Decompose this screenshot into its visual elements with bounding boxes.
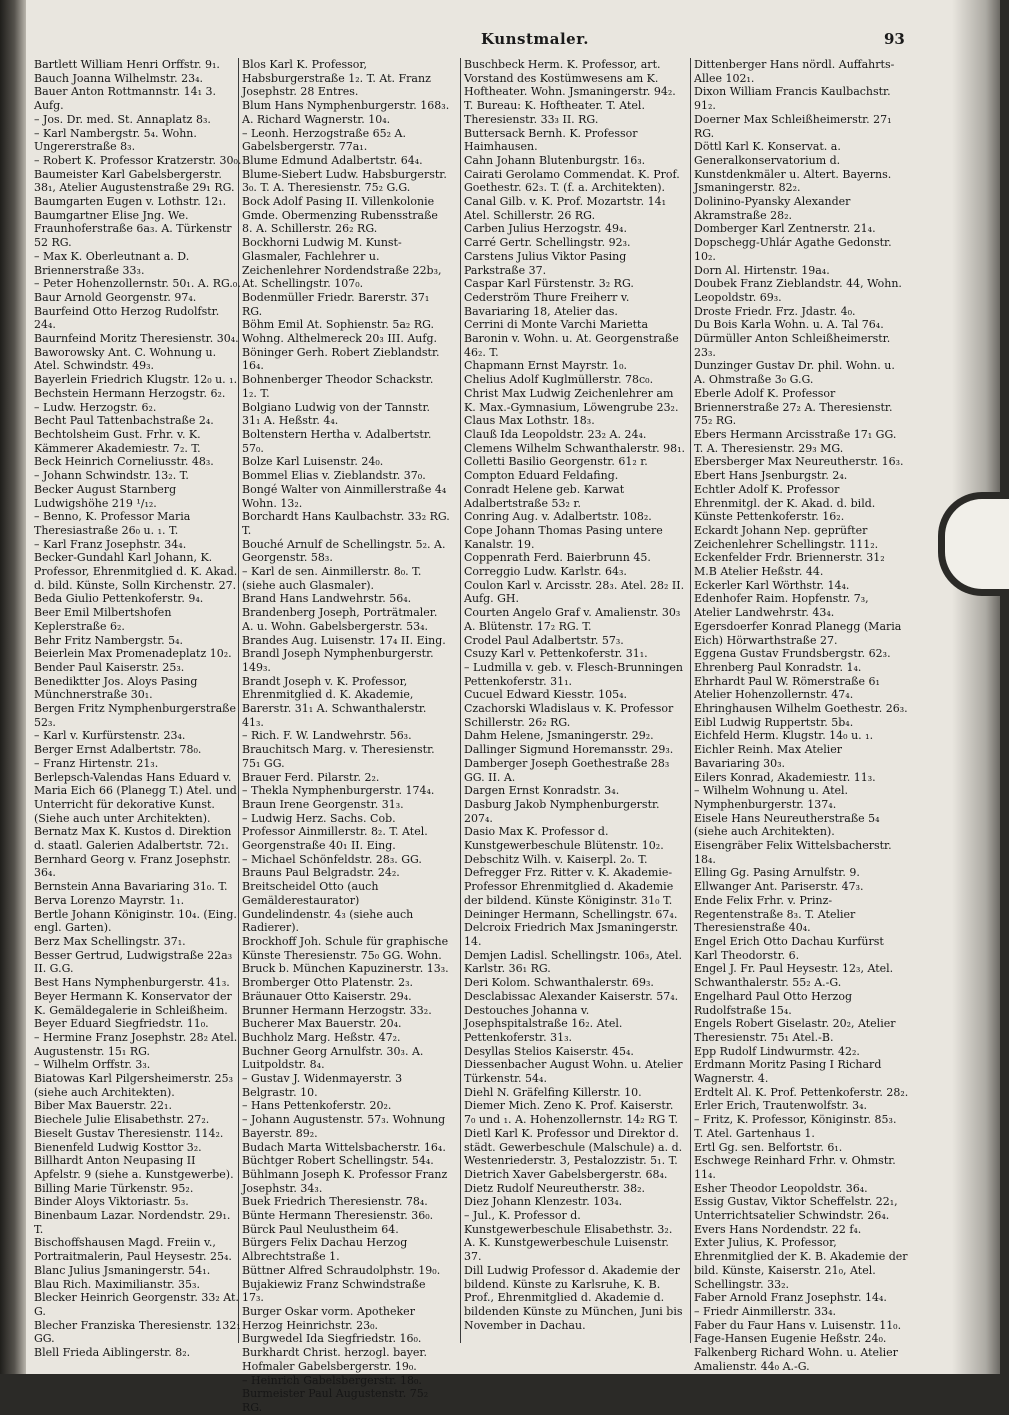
directory-entry: Fage-Hansen Eugenie Heßstr. 24₀. bbox=[694, 1332, 887, 1346]
directory-entry: – Karl de sen. Ainmillerstr. 8₀. T. (siehe auch Glasmaler). bbox=[242, 565, 422, 592]
directory-entry: Bünte Hermann Theresienstr. 36₀. bbox=[242, 1209, 434, 1223]
directory-entry: Buek Friedrich Theresienstr. 78₄. bbox=[242, 1195, 428, 1209]
directory-entry: Eibl Ludwig Ruppertstr. 5b₄. bbox=[694, 715, 854, 729]
directory-entry: Biatowas Karl Pilgersheimerstr. 25₃ (siehe auch Architekten). bbox=[34, 1072, 234, 1099]
directory-entry: Coulon Karl v. Arcisstr. 28₃. Atel. 28₂ II. Aufg. GH. bbox=[464, 578, 685, 606]
directory-entry: Beyer Eduard Siegfriedstr. 11₀. bbox=[34, 1017, 209, 1031]
directory-entry: Billing Marie Türkenstr. 95₂. bbox=[34, 1181, 194, 1195]
directory-entry: – Ludwig Herz. Sachs. Cob. Professor Ainmillerstr. 8₂. T. Atel. Georgenstraße 40₁ II. Eing. bbox=[242, 811, 428, 853]
directory-entry: Bühlmann Joseph K. Professor Franz Josephstr. 34₃. bbox=[242, 1167, 448, 1195]
directory-entry: Erler Erich, Trautenwolfstr. 3₄. bbox=[694, 1099, 868, 1113]
directory-entry: – Karl Franz Josephstr. 34₄. bbox=[34, 537, 187, 551]
directory-entry: Bernhard Georg v. Franz Josephstr. 36₄. bbox=[34, 852, 231, 880]
directory-entry: Büttner Alfred Schraudolphstr. 19₀. bbox=[242, 1263, 441, 1277]
page-edge-shadow bbox=[952, 0, 1000, 1374]
directory-entry: Canal Gilb. v. K. Prof. Mozartstr. 14₁ Atel. Schillerstr. 26 RG. bbox=[464, 195, 666, 222]
directory-entry: Crodel Paul Adalbertstr. 57₃. bbox=[464, 633, 624, 647]
directory-entry: – Hans Pettenkoferstr. 20₂. bbox=[242, 1099, 392, 1113]
directory-entry: Bürck Paul Neulustheim 64. bbox=[242, 1222, 399, 1236]
directory-entry: Cederström Thure Freiherr v. Bavariaring 18, Atelier das. bbox=[464, 290, 630, 318]
directory-entry: Braun Irene Georgenstr. 31₃. bbox=[242, 797, 404, 811]
directory-entry: Ebersberger Max Neureutherstr. 16₃. bbox=[694, 455, 904, 469]
directory-entry: Du Bois Karla Wohn. u. A. Tal 76₄. bbox=[694, 318, 884, 332]
directory-entry: Brandes Aug. Luisenstr. 17₄ II. Eing. bbox=[242, 633, 446, 647]
directory-entry: Ehringhausen Wilhelm Goethestr. 26₃. bbox=[694, 702, 908, 716]
directory-entry: Claus Max Lothstr. 18₃. bbox=[464, 414, 595, 428]
directory-entry: Essig Gustav, Viktor Scheffelstr. 22₁, Unterrichtsatelier Schwindstr. 26₄. bbox=[694, 1195, 898, 1223]
directory-entry: Bommel Elias v. Zieblandstr. 37₀. bbox=[242, 469, 426, 483]
directory-entry: Engel Erich Otto Dachau Kurfürst Karl Theodorstr. 6. bbox=[694, 935, 884, 962]
directory-entry: Biechele Julie Elisabethstr. 27₂. bbox=[34, 1113, 210, 1127]
directory-entry: Bockhorni Ludwig M. Kunst-Glasmaler, Fachlehrer u. Zeichenlehrer Nordendstraße 22b₃, At. Schellingstr. 107₀. bbox=[242, 236, 442, 291]
directory-entry: Dopschegg-Uhlár Agathe Gedonstr. 10₂. bbox=[694, 236, 892, 263]
directory-entry: Debschitz Wilh. v. Kaiserpl. 2₀. T. bbox=[464, 852, 648, 866]
directory-entry: Becht Paul Tattenbachstraße 2₄. bbox=[34, 414, 214, 428]
directory-entry: Brandl Joseph Nymphenburgerstr. 149₃. bbox=[242, 647, 434, 674]
directory-entry: – Fritz, K. Professor, Königinstr. 85₃. T. Atel. Gartenhaus 1. bbox=[694, 1113, 897, 1140]
directory-entry: Bayerlein Friedrich Klugstr. 12₀ u. ₁. bbox=[34, 373, 238, 387]
directory-entry: Domberger Karl Zentnerstr. 21₄. bbox=[694, 222, 876, 236]
directory-entry: Doerner Max Schleißheimerstr. 27₁ RG. bbox=[694, 112, 892, 140]
directory-entry: Eilers Konrad, Akademiestr. 11₃. bbox=[694, 770, 876, 784]
directory-entry: Berz Max Schellingstr. 37₁. bbox=[34, 935, 186, 948]
directory-entry: Burger Oskar vorm. Apotheker Herzog Heinrichstr. 23₀. bbox=[242, 1304, 415, 1332]
directory-entry: Burmeister Paul Augustenstr. 75₂ RG. bbox=[242, 1387, 429, 1414]
directory-entry: Beierlein Max Promenadeplatz 10₂. bbox=[34, 647, 232, 661]
directory-entry: – Gustav J. Widenmayerstr. 3 Belgrastr. 10. bbox=[242, 1072, 403, 1099]
directory-entry: Baumgarten Eugen v. Lothstr. 12₁. bbox=[34, 195, 227, 209]
directory-entry: Ellwanger Ant. Pariserstr. 47₃. bbox=[694, 880, 864, 894]
directory-entry: Eckerler Karl Wörthstr. 14₄. bbox=[694, 578, 850, 592]
directory-entry: Exter Julius, K. Professor, Ehrenmitglied der K. B. Akademie der bild. Künste, Kaiserstr. 21₀, Atel. Schellingstr. 33₂. bbox=[694, 1236, 908, 1291]
directory-entry: Falkenberg Richard Wohn. u. Atelier Amalienstr. 44₀ A.-G. bbox=[694, 1346, 898, 1373]
directory-entry: – Ludw. Herzogstr. 6₂. bbox=[34, 400, 157, 414]
directory-entry: Engels Robert Giselastr. 20₂, Atelier Theresienstr. 75₁ Atel.-B. bbox=[694, 1017, 896, 1044]
directory-entry: Brauer Ferd. Pilarstr. 2₂. bbox=[242, 770, 380, 784]
directory-entry: Evers Hans Nordendstr. 22 f₄. bbox=[694, 1222, 862, 1236]
directory-entry: Demjen Ladisl. Schellingstr. 106₃, Atel. Karlstr. 36₁ RG. bbox=[464, 948, 683, 976]
directory-entry: Doubek Franz Zieblandstr. 44, Wohn. Leopoldstr. 69₃. bbox=[694, 277, 902, 304]
directory-entry: Dietz Rudolf Neureutherstr. 38₂. bbox=[464, 1181, 646, 1195]
directory-entry: Cope Johann Thomas Pasing untere Kanalstr. 19. bbox=[464, 523, 663, 551]
directory-entry: Bucherer Max Bauerstr. 20₄. bbox=[242, 1017, 402, 1031]
directory-entry: – Thekla Nymphenburgerstr. 174₄. bbox=[242, 784, 435, 798]
directory-entry: – Jul., K. Professor d. Kunstgewerbeschule Elisabethstr. 3₂. A. K. Kunstgewerbeschule Luisenstr. 37. bbox=[464, 1209, 673, 1264]
directory-entry: Diemer Mich. Zeno K. Prof. Kaiserstr. 7₀ und ₁. A. Hohenzollernstr. 14₂ RG T. bbox=[464, 1099, 678, 1127]
directory-entry: Epp Rudolf Lindwurmstr. 42₂. bbox=[694, 1044, 860, 1058]
directory-entry: Ebers Hermann Arcisstraße 17₁ GG. T. A. Theresienstr. 29₃ MG. bbox=[694, 427, 897, 455]
directory-entry: Buttersack Bernh. K. Professor Haimhausen. bbox=[464, 126, 638, 154]
directory-entry: Engelhard Paul Otto Herzog Rudolfstraße 15₄. bbox=[694, 989, 852, 1017]
directory-entry: Berva Lorenzo Mayrstr. 1₁. bbox=[34, 893, 185, 907]
directory-entry: Delcroix Friedrich Max Jsmaningerstr. 14. bbox=[464, 921, 679, 948]
directory-entry: Bolze Karl Luisenstr. 24₀. bbox=[242, 455, 384, 469]
directory-entry: Besser Gertrud, Ludwigstraße 22a₃ II. G.G. bbox=[34, 948, 233, 976]
directory-column-2 bbox=[242, 58, 450, 1414]
directory-entry: Esher Theodor Leopoldstr. 36₄. bbox=[694, 1181, 868, 1195]
directory-entry: Cahn Johann Blutenburgstr. 16₃. bbox=[464, 153, 646, 167]
directory-entry: Budach Marta Wittelsbacherstr. 16₄. bbox=[242, 1140, 446, 1154]
directory-entry: Dixon William Francis Kaulbachstr. 91₂. bbox=[694, 85, 891, 113]
directory-entry: Borchardt Hans Kaulbachstr. 33₂ RG. T. bbox=[242, 510, 450, 537]
directory-entry: – Johann Augustenstr. 57₃. Wohnung Bayerstr. 89₂. bbox=[242, 1113, 446, 1140]
directory-entry: – Leonh. Herzogstraße 65₂ A. Gabelsbergerstr. 77a₁. bbox=[242, 126, 406, 154]
directory-entry: Ertl Gg. sen. Belfortstr. 6₁. bbox=[694, 1140, 843, 1154]
directory-entry: Damberger Joseph Goethestraße 28₃ GG. II. A. bbox=[464, 756, 670, 784]
directory-entry: Christ Max Ludwig Zeichenlehrer am K. Max.-Gymnasium, Löwengrube 23₂. bbox=[464, 386, 679, 414]
directory-entry: Deri Kolom. Schwanthalerstr. 69₃. bbox=[464, 976, 654, 990]
directory-entry: Buchner Georg Arnulfstr. 30₃. A. Luitpoldstr. 8₄. bbox=[242, 1044, 424, 1072]
directory-entry: – Friedr Ainmillerstr. 33₄. bbox=[694, 1304, 837, 1318]
directory-entry: Dasburg Jakob Nymphenburgerstr. 207₄. bbox=[464, 797, 660, 825]
directory-entry: Beck Heinrich Corneliusstr. 48₃. bbox=[34, 455, 214, 469]
directory-entry: – Heinrich Gabelsbergerstr. 18₀. bbox=[242, 1373, 422, 1387]
directory-entry: Edenhofer Raim. Hopfenstr. 7₃, Atelier Landwehrstr. 43₄. bbox=[694, 592, 869, 620]
directory-entry: Courten Angelo Graf v. Amalienstr. 30₃ A. Blütenstr. 17₂ RG. T. bbox=[464, 606, 681, 633]
directory-entry: Dorn Al. Hirtenstr. 19a₄. bbox=[694, 263, 830, 277]
directory-entry: Boltenstern Hertha v. Adalbertstr. 57₀. bbox=[242, 427, 432, 455]
directory-entry: Colletti Basilio Georgenstr. 61₂ r. bbox=[464, 455, 648, 469]
column-rule bbox=[690, 58, 691, 1343]
directory-entry: Bergen Fritz Nymphenburgerstraße 52₃. bbox=[34, 702, 237, 729]
directory-entry: Bender Paul Kaiserstr. 25₃. bbox=[34, 660, 185, 674]
directory-entry: Diessenbacher August Wohn. u. Atelier Türkenstr. 54₄. bbox=[464, 1058, 683, 1086]
directory-entry: Blecker Heinrich Georgenstr. 33₂ At. G. bbox=[34, 1291, 239, 1318]
directory-entry: Brauns Paul Belgradstr. 24₂. bbox=[242, 866, 400, 880]
directory-entry: Eisengräber Felix Wittelsbacherstr. 18₄. bbox=[694, 839, 892, 866]
directory-entry: Becker-Gundahl Karl Johann, K. Professor, Ehrenmitglied d. K. Akad. d. bild. Künste, Solln Kirchenstr. 27. bbox=[34, 551, 238, 592]
directory-entry: – Franz Hirtenstr. 21₃. bbox=[34, 756, 159, 770]
directory-entry: Conring Aug. v. Adalbertstr. 108₂. bbox=[464, 510, 652, 524]
directory-entry: Bauer Anton Rottmannstr. 14₁ 3. Aufg. bbox=[34, 85, 217, 113]
directory-entry: Eschwege Reinhard Frhr. v. Ohmstr. 11₄. bbox=[694, 1154, 896, 1181]
directory-entry: Binenbaum Lazar. Nordendstr. 29₁. T. bbox=[34, 1209, 231, 1236]
directory-entry: Buschbeck Herm. K. Professor, art. Vorstand des Kostümwesens am K. Hoftheater. Wohn. Jsmaningerstr. 94₂. T. Bureau: K. Hoftheater. T. Atel. Theresienstr. 33₃ II. RG. bbox=[464, 58, 676, 126]
directory-entry: Bartlett William Henri Orffstr. 9₁. bbox=[34, 58, 220, 71]
directory-entry: Desclabissac Alexander Kaiserstr. 57₄. bbox=[464, 989, 679, 1003]
directory-entry: Baworowsky Ant. C. Wohnung u. Atel. Schwindstr. 49₃. bbox=[34, 345, 217, 373]
directory-entry: Dahm Helene, Jsmaningerstr. 29₂. bbox=[464, 729, 654, 743]
directory-entry: Czachorski Wladislaus v. K. Professor Schillerstr. 26₂ RG. bbox=[464, 702, 674, 729]
directory-column-1 bbox=[34, 58, 242, 1358]
directory-entry: Dürmüller Anton Schleißheimerstr. 23₃. bbox=[694, 332, 891, 359]
directory-entry: Elling Gg. Pasing Arnulfstr. 9. bbox=[694, 866, 860, 880]
directory-entry: – Peter Hohenzollernstr. 50₁. A. RG.₀. bbox=[34, 277, 241, 291]
directory-entry: Cucuel Edward Kiesstr. 105₄. bbox=[464, 688, 628, 702]
directory-entry: Bienenfeld Ludwig Kosttor 3₂. bbox=[34, 1140, 202, 1154]
directory-entry: Eggena Gustav Frundsbergstr. 62₃. bbox=[694, 647, 891, 661]
directory-entry: Csuzy Karl v. Pettenkoferstr. 31₁. bbox=[464, 647, 648, 661]
directory-entry: Blanc Julius Jsmaningerstr. 54₁. bbox=[34, 1263, 211, 1277]
directory-entry: Burgwedel Ida Siegfriedstr. 16₀. bbox=[242, 1332, 422, 1346]
directory-entry: – Jos. Dr. med. St. Annaplatz 8₃. bbox=[34, 112, 211, 126]
directory-entry: Desyllas Stelios Kaiserstr. 45₄. bbox=[464, 1044, 634, 1058]
directory-entry: Eichler Reinh. Max Atelier Bavariaring 30₃. bbox=[694, 743, 843, 770]
directory-entry: Chapmann Ernst Mayrstr. 1₀. bbox=[464, 359, 627, 373]
directory-entry: – Rich. F. W. Landwehrstr. 56₃. bbox=[242, 729, 412, 743]
directory-entry: Baumeister Karl Gabelsbergerstr. 38₁, Atelier Augustenstraße 29₁ RG. bbox=[34, 167, 235, 195]
directory-entry: Dietl Karl K. Professor und Direktor d. städt. Gewerbeschule (Malschule) a. d. Westenriederstr. 3, Pestalozzistr. 5₁. T. bbox=[464, 1126, 683, 1168]
directory-entry: Caspar Karl Fürstenstr. 3₂ RG. bbox=[464, 277, 634, 291]
directory-entry: Eckenfelder Frdr. Briennerstr. 31₂ M.B Atelier Heßstr. 44. bbox=[694, 551, 885, 579]
directory-entry: Bromberger Otto Platenstr. 2₃. bbox=[242, 976, 413, 990]
directory-entry: Döttl Karl K. Konservat. a. Generalkonservatorium d. Kunstdenkmäler u. Altert. Bayerns. Jsmaningerstr. 82₂. bbox=[694, 140, 892, 195]
directory-entry: Ehrhardt Paul W. Römerstraße 6₁ Atelier Hohenzollernstr. 47₄. bbox=[694, 674, 880, 702]
directory-entry: Cairati Gerolamo Commendat. K. Prof. Goethestr. 62₃. T. (f. a. Architekten). bbox=[464, 167, 680, 195]
directory-entry: Erdmann Moritz Pasing I Richard Wagnerstr. 4. bbox=[694, 1058, 882, 1086]
directory-entry: Clauß Ida Leopoldstr. 23₂ A. 24₄. bbox=[464, 427, 647, 441]
directory-entry: Dasio Max K. Professor d. Kunstgewerbeschule Blütenstr. 10₂. bbox=[464, 825, 664, 853]
directory-entry: Baurfeind Otto Herzog Rudolfstr. 24₄. bbox=[34, 304, 220, 332]
directory-entry: Brockhoff Joh. Schule für graphische Künste Theresienstr. 75₀ GG. Wohn. Bruck b. München Kapuzinerstr. 13₃. bbox=[242, 935, 449, 976]
directory-entry: Bernatz Max K. Kustos d. Direktion d. staatl. Galerien Adalbertstr. 72₁. bbox=[34, 825, 232, 853]
directory-entry: Blos Karl K. Professor, Habsburgerstraße 1₂. T. At. Franz Josephstr. 28 Entres. bbox=[242, 58, 431, 99]
directory-entry: Defregger Frz. Ritter v. K. Akademie-Professor Ehrenmitglied d. Akademie der bildend. Künste Königinstr. 31₀ T. bbox=[464, 866, 674, 907]
directory-entry: Destouches Johanna v. Josephspitalstraße 16₂. Atel. Pettenkoferstr. 31₃. bbox=[464, 1003, 623, 1044]
directory-entry: Billhardt Anton Neupasing II Apfelstr. 9 (siehe a. Kunstgewerbe). bbox=[34, 1154, 234, 1181]
directory-entry: – Karl v. Kurfürstenstr. 23₄. bbox=[34, 729, 186, 743]
directory-entry: Brandt Joseph v. K. Professor, Ehrenmitglied d. K. Akademie, Barerstr. 31₁ A. Schwanthalerstr. 41₃. bbox=[242, 674, 427, 729]
directory-entry: Clemens Wilhelm Schwanthalerstr. 98₁. bbox=[464, 441, 685, 455]
directory-entry: Bodenmüller Friedr. Barerstr. 37₁ RG. bbox=[242, 290, 430, 318]
directory-entry: Carré Gertr. Schellingstr. 92₃. bbox=[464, 236, 631, 250]
directory-entry: Baurnfeind Moritz Theresienstr. 30₄. bbox=[34, 332, 239, 346]
directory-entry: – Karl Nambergstr. 5₄. Wohn. Ungererstraße 8₃. bbox=[34, 126, 197, 154]
directory-entry: Burkhardt Christ. herzogl. bayer. Hofmaler Gabelsbergerstr. 19₀. bbox=[242, 1346, 427, 1373]
directory-column-4 bbox=[694, 58, 909, 1373]
book-gutter bbox=[0, 0, 26, 1374]
directory-entry: Berger Ernst Adalbertstr. 78₀. bbox=[34, 743, 202, 757]
directory-entry: Droste Friedr. Frz. Jdastr. 4₀. bbox=[694, 304, 856, 318]
binder-clip bbox=[938, 492, 1009, 596]
column-rule bbox=[460, 58, 461, 1343]
directory-entry: Blecher Franziska Theresienstr. 132₁ GG. bbox=[34, 1318, 241, 1346]
directory-entry: Bernstein Anna Bavariaring 31₀. T. bbox=[34, 880, 228, 894]
directory-entry: Egersdoerfer Konrad Planegg (Maria Eich) Hörwarthstraße 27. bbox=[694, 619, 902, 647]
directory-entry: Berlepsch-Valendas Hans Eduard v. Maria Eich 66 (Planegg T.) Atel. und Unterricht für dekorative Kunst. (Siehe auch unter Architekten). bbox=[34, 770, 237, 825]
directory-entry: Carstens Julius Viktor Pasing Parkstraße 37. bbox=[464, 249, 627, 277]
directory-entry: – Max K. Oberleutnant a. D. Briennerstraße 33₃. bbox=[34, 249, 190, 277]
directory-entry: – Wilhelm Orffstr. 3₃. bbox=[34, 1058, 151, 1072]
directory-entry: Becker August Starnberg Ludwigshöhe 219 ¹/₁₂. bbox=[34, 482, 177, 510]
directory-entry: Dargen Ernst Konradstr. 3₄. bbox=[464, 784, 620, 798]
directory-entry: Compton Eduard Feldafing. bbox=[464, 469, 619, 483]
directory-entry: Buchholz Marg. Heßstr. 47₂. bbox=[242, 1030, 401, 1044]
directory-entry: Ebert Hans Jsenburgstr. 2₄. bbox=[694, 469, 848, 483]
directory-entry: Faber Arnold Franz Josephstr. 14₄. bbox=[694, 1291, 887, 1305]
directory-entry: Binder Aloys Viktoriastr. 5₃. bbox=[34, 1195, 189, 1209]
directory-entry: – Johann Schwindstr. 13₂. T. bbox=[34, 469, 189, 483]
directory-entry: Bechtolsheim Gust. Frhr. v. K. Kämmerer Akademiestr. 7₂. T. bbox=[34, 427, 201, 455]
directory-entry: Bauch Joanna Wilhelmstr. 23₄. bbox=[34, 71, 203, 85]
directory-entry: – Robert K. Professor Kratzerstr. 30₀. bbox=[34, 153, 242, 167]
directory-entry: Breitscheidel Otto (auch Gemälderestaurator) Gundelindenstr. 4₃ (siehe auch Radierer). bbox=[242, 880, 414, 935]
directory-entry: – Michael Schönfeldstr. 28₃. GG. bbox=[242, 852, 422, 866]
directory-entry: Baur Arnold Georgenstr. 97₄. bbox=[34, 290, 197, 304]
directory-entry: Best Hans Nymphenburgerstr. 41₃. bbox=[34, 976, 230, 990]
directory-entry: Cerrini di Monte Varchi Marietta Baronin v. Wohn. u. At. Georgenstraße 46₂. T. bbox=[464, 318, 679, 359]
directory-entry: – Benno, K. Professor Maria Theresiastraße 26₀ u. ₁. T. bbox=[34, 510, 191, 537]
directory-entry: Beyer Hermann K. Konservator der K. Gemäldegalerie in Schleißheim. bbox=[34, 989, 232, 1017]
directory-entry: Benediktter Jos. Aloys Pasing Münchnerstraße 30₁. bbox=[34, 674, 198, 702]
directory-entry: – Hermine Franz Josephstr. 28₂ Atel. Augustenstr. 15₁ RG. bbox=[34, 1030, 238, 1058]
directory-entry: Bürgers Felix Dachau Herzog Albrechtstraße 1. bbox=[242, 1236, 408, 1264]
running-header: Kunstmaler. bbox=[481, 30, 589, 48]
directory-entry: Conradt Helene geb. Karwat Adalbertstraße 53₂ r. bbox=[464, 482, 625, 510]
directory-entry: Bieselt Gustav Theresienstr. 114₂. bbox=[34, 1126, 224, 1140]
directory-entry: Beda Giulio Pettenkoferstr. 9₄. bbox=[34, 592, 204, 606]
directory-entry: Blell Frieda Aiblingerstr. 8₂. bbox=[34, 1346, 191, 1360]
directory-entry: Brand Hans Landwehrstr. 56₄. bbox=[242, 592, 412, 606]
directory-entry: Dolinino-Pyansky Alexander Akramstraße 28₂. bbox=[694, 195, 851, 222]
directory-column-3 bbox=[464, 58, 686, 1358]
directory-entry: Biber Max Bauerstr. 22₁. bbox=[34, 1099, 172, 1113]
directory-entry: Bock Adolf Pasing II. Villenkolonie Gmde. Obermenzing Rubensstraße 8. A. Schillerstr. 26₂ RG. bbox=[242, 195, 438, 236]
directory-entry: Ehrenberg Paul Konradstr. 1₄. bbox=[694, 660, 862, 674]
directory-entry: Bouché Arnulf de Schellingstr. 5₂. A. Georgenstr. 58₃. bbox=[242, 537, 446, 565]
directory-entry: Correggio Ludw. Karlstr. 64₃. bbox=[464, 565, 627, 579]
directory-entry: Böhm Emil At. Sophienstr. 5a₂ RG. Wohng. Althelmereck 20₃ III. Aufg. bbox=[242, 318, 437, 346]
directory-entry: Eckardt Johann Nep. geprüfter Zeichenlehrer Schellingstr. 111₂. bbox=[694, 523, 879, 551]
directory-entry: Bolgiano Ludwig von der Tannstr. 31₁ A. Heßstr. 4₄. bbox=[242, 400, 430, 428]
directory-entry: Behr Fritz Nambergstr. 5₄. bbox=[34, 633, 184, 647]
directory-entry: Bertle Johann Königinstr. 10₄. (Eing. engl. Garten). bbox=[34, 907, 237, 935]
directory-entry: Bräunauer Otto Kaiserstr. 29₄. bbox=[242, 989, 412, 1003]
directory-entry: Bischoffshausen Magd. Freiin v., Portraitmalerin, Paul Heysestr. 25₄. bbox=[34, 1236, 232, 1264]
directory-entry: – Wilhelm Wohnung u. Atel. Nymphenburgerstr. 137₄. bbox=[694, 784, 849, 811]
directory-entry: Blume Edmund Adalbertstr. 64₄. bbox=[242, 153, 423, 167]
directory-entry: Böninger Gerh. Robert Zieblandstr. 16₄. bbox=[242, 345, 440, 373]
directory-entry: Dittenberger Hans nördl. Auffahrts-Allee 102₁. bbox=[694, 58, 895, 85]
directory-entry: Dunzinger Gustav Dr. phil. Wohn. u. A. Ohmstraße 3₀ G.G. bbox=[694, 359, 895, 387]
directory-entry: Brauchitsch Marg. v. Theresienstr. 75₁ GG. bbox=[242, 743, 435, 770]
directory-entry: Brandenberg Joseph, Porträtmaler. A. u. Wohn. Gabelsbergerstr. 53₄. bbox=[242, 606, 438, 633]
directory-entry: Dallinger Sigmund Horemansstr. 29₃. bbox=[464, 743, 674, 757]
directory-entry: Eichfeld Herm. Klugstr. 14₀ u. ₁. bbox=[694, 729, 874, 743]
directory-entry: Engel J. Fr. Paul Heysestr. 12₃, Atel. Schwanthalerstr. 55₂ A.-G. bbox=[694, 962, 894, 990]
directory-entry: Ende Felix Frhr. v. Prinz-Regentenstraße 8₃. T. Atelier Theresienstraße 40₄. bbox=[694, 893, 856, 935]
directory-entry: Echtler Adolf K. Professor Ehrenmitgl. der K. Akad. d. bild. Künste Pettenkoferstr. 16₂. bbox=[694, 482, 876, 524]
directory-entry: Eisele Hans Neureutherstraße 5₄ (siehe auch Architekten). bbox=[694, 811, 880, 839]
directory-entry: Beer Emil Milbertshofen Keplerstraße 6₂. bbox=[34, 606, 172, 633]
directory-entry: Carben Julius Herzogstr. 49₄. bbox=[464, 222, 627, 236]
directory-entry: Bongé Walter von Ainmillerstraße 4₄ Wohn. 13₂. bbox=[242, 482, 447, 510]
directory-entry: Dietrich Xaver Gabelsbergerstr. 68₄. bbox=[464, 1167, 668, 1181]
directory-entry: Bohnenberger Theodor Schackstr. 1₂. T. bbox=[242, 373, 434, 400]
directory-entry: Blum Hans Nymphenburgerstr. 168₃. A. Richard Wagnerstr. 10₄. bbox=[242, 99, 450, 126]
directory-entry: Bechstein Hermann Herzogstr. 6₂. bbox=[34, 386, 226, 400]
page-number: 93 bbox=[884, 30, 905, 48]
directory-entry: Büchtger Robert Schellingstr. 54₄. bbox=[242, 1154, 434, 1168]
directory-entry: Chelius Adolf Kuglmüllerstr. 78c₀. bbox=[464, 373, 654, 387]
directory-entry: Deininger Hermann, Schellingstr. 67₄. bbox=[464, 907, 678, 921]
directory-entry: Dill Ludwig Professor d. Akademie der bildend. Künste zu Karlsruhe, K. B. Prof., Ehrenmitglied d. Akademie d. bildenden Künste zu München, Juni bis November in Dachau. bbox=[464, 1263, 683, 1332]
directory-entry: Baumgartner Elise Jng. We. Fraunhoferstraße 6a₃. A. Türkenstr 52 RG. bbox=[34, 208, 232, 250]
directory-entry: Diez Johann Klenzestr. 103₄. bbox=[464, 1195, 623, 1209]
directory-entry: Erdtelt Al. K. Prof. Pettenkoferstr. 28₂. bbox=[694, 1085, 909, 1099]
directory-entry: Coppenrath Ferd. Baierbrunn 45. bbox=[464, 551, 651, 565]
directory-entry: Bujakiewiz Franz Schwindstraße 17₃. bbox=[242, 1277, 426, 1305]
directory-entry: Blau Rich. Maximilianstr. 35₃. bbox=[34, 1277, 200, 1291]
directory-entry: Faber du Faur Hans v. Luisenstr. 11₀. bbox=[694, 1318, 902, 1332]
directory-entry: Brunner Hermann Herzogstr. 33₂. bbox=[242, 1003, 432, 1017]
directory-entry: Blume-Siebert Ludw. Habsburgerstr. 3₀. T. A. Theresienstr. 75₂ G.G. bbox=[242, 167, 447, 195]
directory-entry: – Ludmilla v. geb. v. Flesch-Brunningen Pettenkoferstr. 31₁. bbox=[464, 660, 683, 688]
directory-entry: Eberle Adolf K. Professor Briennerstraße 27₂ A. Theresienstr. 75₂ RG. bbox=[694, 386, 893, 428]
directory-entry: Diehl N. Gräfelfing Killerstr. 10. bbox=[464, 1085, 642, 1099]
